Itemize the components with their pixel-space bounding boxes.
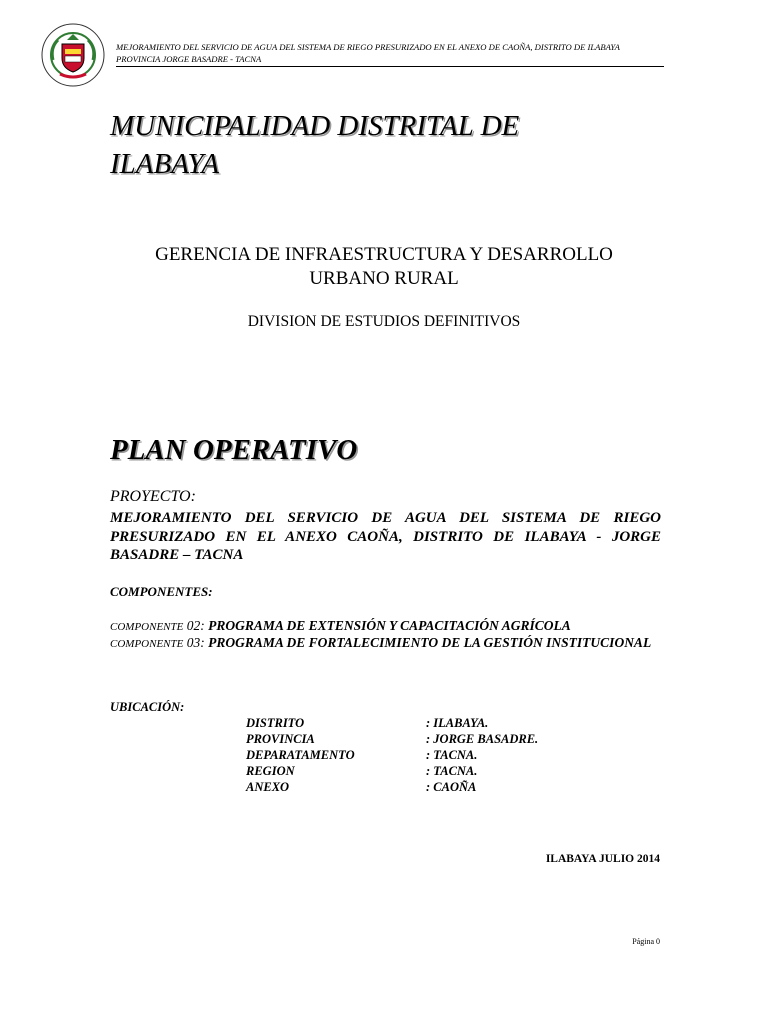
- location-key-annex: ANEXO: [246, 780, 290, 794]
- running-header: [116, 42, 676, 65]
- location-value-region: : TACNA.: [426, 764, 478, 778]
- municipality-title: [110, 107, 670, 183]
- location-key-province: PROVINCIA: [246, 732, 315, 746]
- location-key-department: DEPARATAMENTO: [246, 748, 355, 762]
- location-value-province: : JORGE BASADRE.: [426, 732, 539, 746]
- municipality-title-line-2: ILABAYA: [110, 148, 220, 180]
- component-prefix: COMPONENTE: [110, 638, 184, 650]
- component-number: 02:: [186, 618, 205, 633]
- location-key-region: REGION: [246, 764, 295, 778]
- header-line-2: PROVINCIA JORGE BASADRE - TACNA: [116, 53, 262, 64]
- header-rule: [116, 66, 664, 67]
- gerencia-line-2: URBANO RURAL: [309, 268, 459, 289]
- gerencia-line-1: GERENCIA DE INFRAESTRUCTURA Y DESARROLLO: [155, 244, 613, 265]
- municipality-title-line-1: MUNICIPALIDAD DISTRITAL DE: [110, 110, 520, 142]
- location-value-district: : ILABAYA.: [426, 716, 489, 730]
- location-label: UBICACIÓN:: [110, 700, 185, 714]
- location-value-annex: : CAOÑA: [426, 780, 477, 794]
- gerencia-heading: [108, 243, 660, 291]
- municipality-seal-logo: [40, 22, 106, 88]
- header-line-1: MEJORAMIENTO DEL SERVICIO DE AGUA DEL SISTEMA DE RIEGO PRESURIZADO EN EL ANEXO DE CAOÑA, DISTRITO DE ILABAYA: [116, 42, 620, 52]
- components-label: COMPONENTES:: [110, 584, 213, 599]
- component-item: [110, 618, 670, 635]
- component-text: PROGRAMA DE EXTENSIÓN Y CAPACITACIÓN AGRÍCOLA: [204, 618, 571, 633]
- division-heading: DIVISION DE ESTUDIOS DEFINITIVOS: [247, 313, 521, 330]
- component-text: PROGRAMA DE FORTALECIMIENTO DE LA GESTIÓN INSTITUCIONAL: [204, 635, 652, 650]
- location-value-department: : TACNA.: [426, 748, 478, 762]
- page-number: Página 0: [632, 937, 660, 946]
- project-description: MEJORAMIENTO DEL SERVICIO DE AGUA DEL SISTEMA DE RIEGO PRESURIZADO EN EL ANEXO CAOÑA, DISTRITO DE ILABAYA - JORGE BASADRE – TACNA: [110, 510, 661, 563]
- component-prefix: COMPONENTE: [110, 621, 184, 633]
- document-date: ILABAYA JULIO 2014: [545, 853, 660, 865]
- component-number: 03:: [186, 635, 205, 650]
- location-key-district: DISTRITO: [246, 716, 305, 730]
- project-label: PROYECTO:: [110, 488, 196, 505]
- plan-title: PLAN OPERATIVO: [110, 434, 358, 466]
- component-item: [110, 635, 670, 652]
